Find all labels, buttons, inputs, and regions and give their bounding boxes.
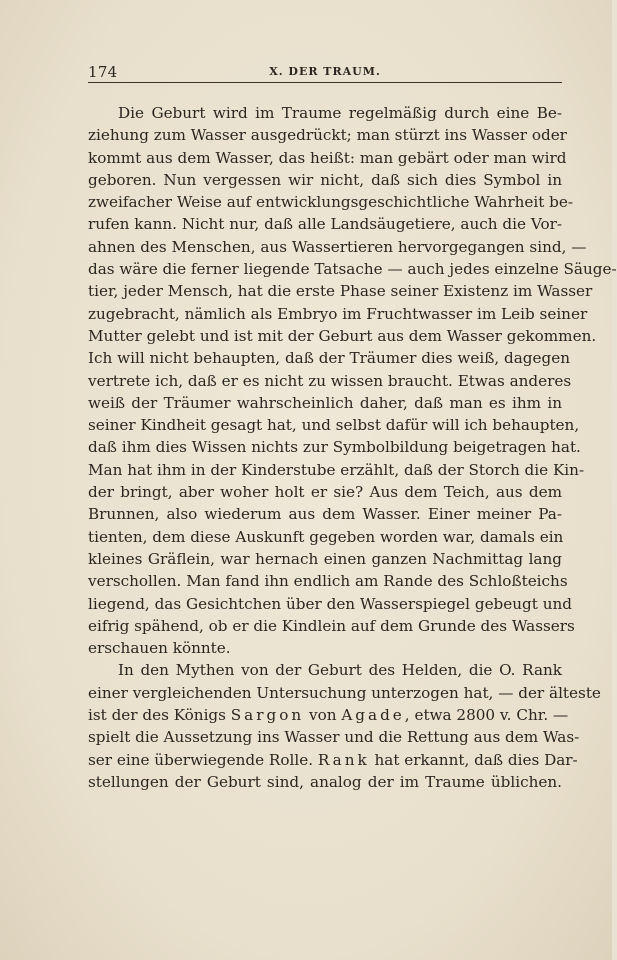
text-line: seiner Kindheit gesagt hat, und selbst dafür will ich behaupten, — [88, 416, 580, 435]
text-line: geboren. Nun vergessen wir nicht, daß sich dies Symbol in — [88, 170, 562, 189]
text-line: das wäre die ferner liegende Tatsache — auch jedes einzelne Säuge- — [88, 260, 617, 279]
text-line: Mutter gelebt und ist mit der Geburt aus dem Wasser gekommen. — [88, 326, 597, 345]
text-line: der bringt, aber woher holt er sie? Aus dem Teich, aus dem — [88, 483, 562, 502]
text-line: kleines Gräflein, war hernach einen ganzen Nachmittag lang — [88, 549, 562, 568]
text-segment: ser eine überwiegende Rolle. — [88, 750, 318, 769]
text-line: zweifacher Weise auf entwicklungsgeschichtliche Wahrheit be- — [88, 193, 574, 212]
text-line: zugebracht, nämlich als Embryo im Fruchtwasser im Leib seiner — [88, 304, 588, 323]
text-line: ziehung zum Wasser ausgedrückt; man stürzt ins Wasser oder — [88, 126, 567, 145]
text-line: In den Mythen von der Geburt des Helden, die O. Rank — [118, 661, 562, 680]
text-line: weiß der Träumer wahrscheinlich daher, daß man es ihm in — [88, 393, 562, 412]
text-line: daß ihm dies Wissen nichts zur Symbolbildung beigetragen hat. — [88, 438, 581, 457]
text-line: vertrete ich, daß er es nicht zu wissen braucht. Etwas anderes — [88, 371, 572, 390]
text-line: Die Geburt wird im Traume regelmäßig durch eine Be- — [118, 104, 562, 122]
spaced-name-agade: Agade — [341, 706, 405, 725]
text-line: ahnen des Menschen, aus Wassertieren hervorgegangen sind, — — [88, 237, 587, 256]
running-head — [88, 62, 562, 83]
text-line: rufen kann. Nicht nur, daß alle Landsäugetiere, auch die Vor- — [88, 215, 562, 234]
text-segment: hat erkannt, daß dies Dar- — [369, 750, 578, 769]
text-line: erschauen könnte. — [88, 639, 231, 658]
body-text — [88, 102, 617, 793]
text-segment: von — [304, 706, 342, 725]
spaced-name-rank: Rank — [317, 750, 370, 769]
text-line: einer vergleichenden Untersuchung unterzogen hat, — der älteste — [88, 683, 601, 702]
text-segment: ist der des Königs — [88, 706, 231, 725]
text-line: tier, jeder Mensch, hat die erste Phase seiner Existenz im Wasser — [88, 282, 593, 301]
spaced-name-sargon: Sargon — [230, 706, 305, 725]
text-line: Brunnen, also wiederum aus dem Wasser. Einer meiner Pa- — [88, 505, 562, 524]
text-line: Man hat ihm in der Kinderstube erzählt, daß der Storch die Kin- — [88, 460, 585, 479]
text-line: eifrig spähend, ob er die Kindlein auf dem Grunde des Wassers — [88, 616, 575, 635]
text-line — [88, 749, 578, 771]
text-line: Ich will nicht behaupten, daß der Träumer dies weiß, dagegen — [88, 349, 571, 368]
chapter-title: X. DER TRAUM. — [269, 65, 381, 78]
text-line: stellungen der Geburt sind, analog der im Traume üblichen. — [88, 772, 562, 791]
text-line: kommt aus dem Wasser, das heißt: man gebärt oder man wird — [88, 148, 567, 167]
text-line: tienten, dem diese Auskunft gegeben worden war, damals ein — [88, 527, 564, 546]
text-segment: , etwa 2800 v. Chr. — — [404, 706, 569, 725]
text-line: spielt die Aussetzung ins Wasser und die Rettung aus dem Was- — [88, 728, 580, 747]
page-number: 174 — [88, 63, 118, 81]
text-line — [88, 704, 569, 726]
text-line: liegend, das Gesichtchen über den Wasserspiegel gebeugt und — [88, 594, 572, 613]
text-line: verschollen. Man fand ihn endlich am Rande des Schloßteichs — [88, 572, 568, 591]
